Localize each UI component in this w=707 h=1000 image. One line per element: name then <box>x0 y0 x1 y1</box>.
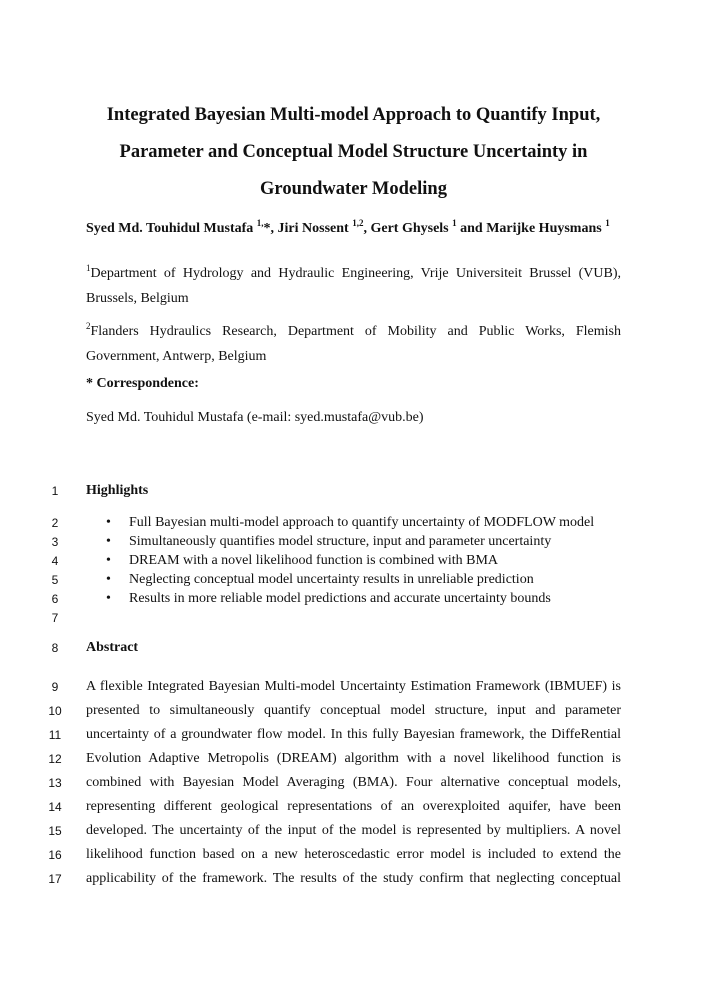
correspondence-heading: * Correspondence: <box>86 376 199 391</box>
abstract-line-text: uncertainty of a groundwater flow model. In this fully Bayesian framework, the DiffeRential <box>86 727 621 742</box>
author-2: *, Jiri Nossent <box>263 221 353 236</box>
affiliation-1-line-2: Brussels, Belgium <box>86 291 189 306</box>
bullet-icon: • <box>106 553 111 568</box>
author-3: , Gert Ghysels <box>363 221 453 236</box>
affiliation-2-line-1: Flanders Hydraulics Research, Department of Mobility and Public Works, Flemish <box>90 324 621 339</box>
line-number: 5 <box>51 573 59 587</box>
affiliation-2 <box>86 314 621 369</box>
abstract-line <box>86 775 621 791</box>
author-1-affil: 1, <box>256 218 264 228</box>
abstract-line-text: representing different geological representations of an overexploited aquifer, have been <box>86 799 621 814</box>
line-number: 15 <box>48 824 62 838</box>
abstract-line <box>86 847 621 863</box>
abstract-line-text: developed. The uncertainty of the input of the model is represented by multipliers. A novel <box>86 823 621 838</box>
line-number: 2 <box>51 516 59 530</box>
abstract-line <box>86 679 621 695</box>
abstract-line-text: likelihood function based on a new heteroscedastic error model is included to extend the <box>86 847 621 862</box>
abstract-line-text: applicability of the framework. The results of the study confirm that neglecting conceptual <box>86 871 621 886</box>
bullet-icon: • <box>106 515 111 530</box>
line-number: 11 <box>48 728 62 742</box>
highlight-item: Full Bayesian multi-model approach to quantify uncertainty of MODFLOW model <box>129 515 595 530</box>
highlight-item: Neglecting conceptual model uncertainty results in unreliable prediction <box>129 572 534 587</box>
author-1: Syed Md. Touhidul Mustafa <box>86 221 257 236</box>
affiliation-1-line-1: Department of Hydrology and Hydraulic Engineering, Vrije Universiteit Brussel (VUB), <box>90 266 621 281</box>
abstract-line <box>86 823 621 839</box>
line-number: 6 <box>51 592 59 606</box>
line-number: 4 <box>51 554 59 568</box>
line-number: 9 <box>51 680 59 694</box>
paper-title <box>60 97 647 208</box>
bullet-icon: • <box>106 572 111 587</box>
author-2-affil: 1,2 <box>352 218 364 228</box>
title-line-3: Groundwater Modeling <box>260 179 447 199</box>
affiliation-1-number: 1 <box>86 263 91 273</box>
line-number: 16 <box>48 848 62 862</box>
line-number: 14 <box>48 800 62 814</box>
bullet-icon: • <box>106 591 111 606</box>
title-line-1: Integrated Bayesian Multi-model Approach to Quantify Input, <box>106 105 601 125</box>
author-4-affil: 1 <box>605 218 610 228</box>
line-number: 13 <box>48 776 62 790</box>
line-number: 12 <box>48 752 62 766</box>
abstract-line <box>86 799 621 815</box>
highlight-item: Results in more reliable model predictions and accurate uncertainty bounds <box>129 591 551 606</box>
line-number: 3 <box>51 535 59 549</box>
abstract-line-text: combined with Bayesian Model Averaging (BMA). Four alternative conceptual models, <box>86 775 621 790</box>
abstract-line-text: A flexible Integrated Bayesian Multi-model Uncertainty Estimation Framework (IBMUEF) is <box>86 679 621 694</box>
highlight-item: DREAM with a novel likelihood function is combined with BMA <box>129 553 499 568</box>
line-number: 7 <box>51 611 59 625</box>
bullet-icon: • <box>106 534 111 549</box>
correspondence-email: Syed Md. Touhidul Mustafa (e-mail: syed.mustafa@vub.be) <box>86 410 424 425</box>
line-number: 10 <box>48 704 62 718</box>
author-list <box>86 218 610 237</box>
affiliation-2-line-2: Government, Antwerp, Belgium <box>86 349 267 364</box>
author-4: and Marijke Huysmans <box>456 221 606 236</box>
highlight-item: Simultaneously quantifies model structure, input and parameter uncertainty <box>129 534 552 549</box>
abstract-line <box>86 727 621 743</box>
affiliation-1 <box>86 256 621 311</box>
author-3-affil: 1 <box>452 218 457 228</box>
line-number: 17 <box>48 872 62 886</box>
title-line-2: Parameter and Conceptual Model Structure Uncertainty in <box>119 142 588 162</box>
abstract-heading: Abstract <box>86 640 139 655</box>
abstract-line <box>86 703 621 719</box>
abstract-line <box>86 871 621 887</box>
highlights-heading: Highlights <box>86 483 149 498</box>
line-number: 1 <box>51 484 59 498</box>
abstract-line <box>86 751 621 767</box>
abstract-line-text: Evolution Adaptive Metropolis (DREAM) algorithm with a novel likelihood function is <box>86 751 621 766</box>
affiliation-2-number: 2 <box>86 321 91 331</box>
abstract-line-text: presented to simultaneously quantify conceptual model structure, input and parameter <box>86 703 621 718</box>
line-number: 8 <box>51 641 59 655</box>
